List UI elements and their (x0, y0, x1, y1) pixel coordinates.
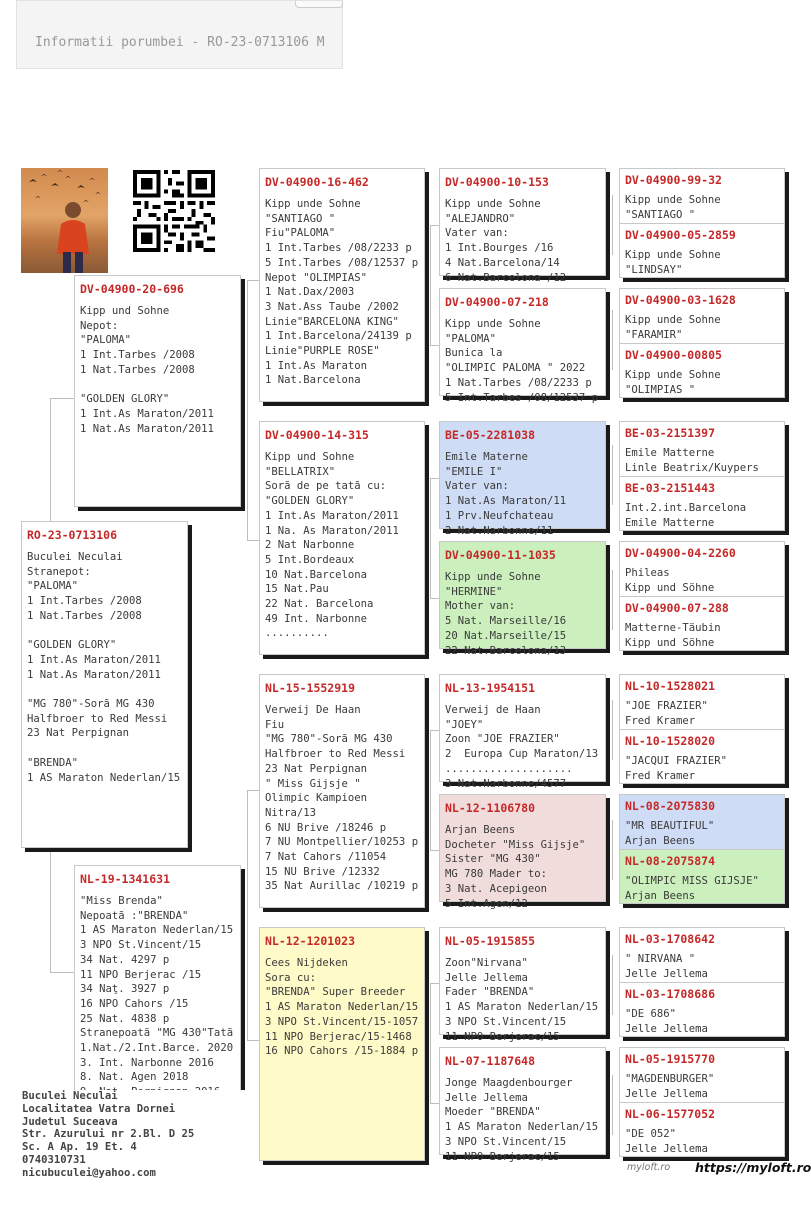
info-line: Linie"PURPLE ROSE" (265, 345, 380, 358)
owner-contact (22, 1090, 252, 1180)
info-line: Fader "BRENDA" (445, 986, 535, 999)
info-line: Moeder "BRENDA" (445, 1106, 541, 1119)
info-line: 1 Int.As Maraton/2011 (80, 407, 214, 420)
info-line: "OLIMPIAS " (625, 383, 696, 396)
info-line: "MAGDENBURGER" (625, 1073, 715, 1085)
info-line: Jonge Maagdenbourger (445, 1077, 573, 1089)
info-line: Stranepoatã "MG 430"Tatã (80, 1027, 234, 1040)
info-line: "DE 052" (625, 1128, 677, 1140)
info-line: Verweij De Haan (265, 704, 361, 716)
ring-number: DV-04900-07-288 (625, 601, 729, 615)
ring-number: DV-04900-14-315 (265, 428, 369, 442)
info-line: "ALEJANDRO" (445, 212, 516, 225)
ring-number: NL-03-1708642 (625, 932, 716, 946)
info-line: Kipp und Sohne (80, 305, 170, 317)
info-line: Sorã de pe tatã cu: (265, 480, 387, 493)
info-line: Buculei Neculai (27, 551, 123, 563)
info-line: Kipp unde Sohne (265, 198, 361, 210)
info-line: Kipp unde Sohne (625, 194, 721, 206)
pedigree-card-gen4[interactable] (619, 476, 785, 531)
info-line: 1 Int.Tarbes /2008 (27, 595, 142, 608)
pedigree-pair (619, 927, 785, 1037)
pedigree-card-gen3[interactable] (439, 674, 606, 790)
ring-number: NL-05-1915770 (625, 1052, 716, 1066)
info-line: 3 NPO St.Vincent/15-1057 (265, 1015, 419, 1028)
page-header (16, 0, 343, 69)
info-line: 1 Int.Tarbes /2008 (80, 349, 195, 362)
pedigree-card-gen4[interactable] (619, 168, 785, 224)
info-line: 7 Nat Cahors /11054 (265, 851, 387, 864)
info-line: Arjan Beens (445, 824, 516, 836)
info-line: Zoon "JOE FRAZIER" (445, 733, 560, 746)
ring-number: NL-19-1341631 (80, 872, 171, 886)
pedigree-card-gen3[interactable] (439, 288, 606, 404)
info-line: 1 Na. As Maraton/2011 (265, 524, 399, 537)
ring-number: NL-03-1708686 (625, 987, 716, 1001)
info-line: Kipp unde Sohne (625, 314, 721, 326)
info-line: 3 NPO St.Vincent/15 (445, 1015, 567, 1028)
ring-number: NL-10-1528021 (625, 679, 716, 693)
info-line: Olimpic Kampioen (265, 792, 368, 805)
info-line: 11 NPO Berjerac/15-1468 (265, 1030, 412, 1043)
info-line: 5 Int.Tarbes /08/12537 p (265, 256, 419, 269)
pedigree-card-gen2[interactable] (259, 421, 425, 655)
info-line: 4 Nat.Barcelona/14 (445, 256, 560, 269)
info-line: "SANTIAGO " (265, 212, 336, 225)
info-line: Buculei Neculai (22, 1090, 118, 1102)
info-line: 1 AS Maraton Nederlan/15 (445, 1121, 599, 1134)
info-line: 1 Prv.Neufchateau (445, 509, 554, 522)
info-line: "JOEY" (445, 718, 484, 731)
info-line: Int.2.int.Barcelona (625, 502, 747, 514)
pedigree-pair (619, 794, 785, 904)
info-line: Vater van: (445, 227, 509, 240)
info-line: Matterne-Täubin (625, 622, 721, 634)
ring-number: BE-03-2151443 (625, 481, 716, 495)
ring-number: DV-04900-16-462 (265, 175, 369, 189)
pedigree-card-gen4[interactable] (619, 982, 785, 1037)
brand-logo: myloft.ro (627, 1162, 671, 1173)
info-line: "MG 780"-Sorã MG 430 (27, 698, 155, 711)
info-line: 1 Int.As Maraton (265, 359, 368, 372)
ring-number: BE-03-2151397 (625, 426, 716, 440)
pedigree-card-gen4[interactable] (619, 1102, 785, 1157)
ring-number: NL-05-1915855 (445, 934, 536, 948)
info-line: Docheter "Miss Gijsje" (445, 838, 586, 851)
info-line: .......... (265, 627, 329, 640)
info-line: Kipp unde Sohne (445, 198, 541, 210)
pedigree-card-gen4[interactable] (619, 674, 785, 730)
info-line: Fiu"PALOMA" (265, 227, 336, 240)
info-line: Kipp unde Sohne (445, 318, 541, 330)
info-line: 25 Nat. 4838 p (80, 1012, 170, 1025)
info-line: Emile Materne (445, 451, 528, 463)
info-line: Kipp unde Sohne (445, 571, 541, 583)
info-line: 16 NPO Cahors /15-1884 p (265, 1045, 419, 1058)
info-line: "GOLDEN GLORY" (265, 495, 355, 508)
info-line: 1 Int.Tarbes /08/2233 p (265, 242, 412, 255)
info-line: 1 Int.Bourges /16 (445, 242, 554, 255)
info-line: Zoon"Nirvana" (445, 957, 528, 969)
info-line: Emile Matterne (625, 516, 715, 529)
info-line (27, 624, 187, 639)
ring-number: BE-05-2281038 (445, 428, 536, 442)
info-line: 16 NPO Cahors /15 (80, 997, 189, 1010)
pedigree-card-gen4[interactable] (619, 1047, 785, 1103)
info-line: 23 Nat Perpignan (265, 762, 368, 775)
info-line: Sister "MG 430" (445, 853, 541, 866)
info-line: Nepot "OLIMPIAS" (265, 271, 368, 284)
info-line: 1 Int.Barcelona/24139 p (265, 330, 412, 343)
info-line: 34 Nat. 4297 p (80, 953, 170, 966)
info-line: 11 NPO Berjerac/15 (445, 1150, 560, 1163)
info-line: "MR BEAUTIFUL" (625, 820, 715, 832)
pedigree-pair (619, 168, 785, 278)
info-line: Jelle Jellema (625, 1022, 708, 1035)
info-line: 3 Nat. Acepigeon (445, 882, 548, 895)
info-line: Stranepot: (27, 565, 91, 578)
info-line: 0740310731 (22, 1153, 86, 1166)
info-line: 15 Nat.Pau (265, 583, 329, 596)
ring-number: RO-23-0713106 (27, 528, 118, 542)
info-line: 20 Nat.Marseille/15 (445, 629, 567, 642)
ring-number: NL-08-2075874 (625, 854, 716, 868)
pedigree-card-gen4[interactable] (619, 596, 785, 651)
header-tab-button[interactable] (295, 1, 343, 8)
info-line: Emile Matterne (625, 447, 715, 459)
ring-number: DV-04900-07-218 (445, 295, 549, 309)
ring-number: DV-04900-05-2859 (625, 228, 736, 242)
qr-code (133, 170, 215, 252)
info-line (27, 682, 187, 697)
info-line: 1 Nat.As Maraton/11 (445, 495, 567, 508)
info-line: "PALOMA" (80, 334, 132, 347)
info-line: 3 NPO St.Vincent/15 (445, 1135, 567, 1148)
info-line: Sora cu: (265, 971, 317, 984)
info-line: "MG 780"-Sorã MG 430 (265, 733, 393, 746)
info-line: Halfbroer to Red Messi (27, 712, 168, 725)
pedigree-card-gen2[interactable] (259, 927, 425, 1161)
pedigree-card-gen4[interactable] (619, 421, 785, 477)
pedigree-card-subject[interactable] (21, 521, 188, 848)
info-line: 5 Int.Tarbes /08/12537 p (445, 391, 599, 404)
info-line: Localitatea Vatra Dornei (22, 1102, 176, 1115)
owner-photo (21, 168, 108, 273)
info-line: 1 Nat.Tarbes /2008 (27, 609, 142, 622)
info-line: Judetul Suceava (22, 1115, 118, 1128)
info-line: 2 Nat Narbonne (265, 539, 355, 552)
info-line: 1 AS Maraton Nederlan/15 (27, 771, 181, 784)
info-line: "OLIMPIC MISS GIJSJE" (625, 875, 759, 887)
info-line: 5 Nat. Marseille/16 (445, 615, 567, 628)
info-line: Arjan Beens (625, 834, 696, 847)
pedigree-card-gen3[interactable] (439, 421, 606, 537)
info-line: "PALOMA" (445, 332, 497, 345)
info-line: Vater van: (445, 480, 509, 493)
info-line: 11 NPO Berjerac/15 (445, 1030, 560, 1043)
info-line: Jelle Jellema (625, 1087, 708, 1100)
info-line: 1 Int.As Maraton/2011 (27, 653, 161, 666)
ring-number: DV-04900-99-32 (625, 173, 722, 187)
info-line: Fred Kramer (625, 714, 696, 727)
info-line: "JOE FRAZIER" (625, 700, 708, 712)
pedigree-card-gen4[interactable] (619, 927, 785, 983)
info-line: "LINDSAY" (625, 263, 683, 276)
info-line: "JACQUI FRAZIER" (625, 755, 728, 767)
pedigree-card-dam[interactable] (74, 865, 241, 1095)
info-line: 1 Nat.As Maraton/2011 (27, 668, 161, 681)
info-line: 1 Nat.Tarbes /08/2233 p (445, 376, 592, 389)
info-line: Bunica la (445, 347, 503, 360)
info-line: Nepot: (80, 319, 119, 332)
info-line: 6 NU Brive /18246 p (265, 821, 387, 834)
info-line: " NIRVANA " (625, 953, 696, 965)
pedigree-card-gen2[interactable] (259, 674, 425, 908)
info-line: Cees Nijdeken (265, 957, 348, 969)
info-line: Jelle Jellema (625, 967, 708, 980)
info-line: 23 Nat Perpignan (27, 727, 130, 740)
info-line: MG 780 Mader to: (445, 868, 548, 881)
pedigree-card-gen2[interactable] (259, 168, 425, 402)
info-line: 3 Nat.Narbonne/4577 (445, 777, 567, 790)
info-line: Verweij de Haan (445, 704, 541, 716)
info-line: 2 Nat.Narbonne/11 (445, 524, 554, 537)
pedigree-card-gen3[interactable] (439, 794, 606, 910)
pedigree-pair (619, 541, 785, 651)
page-title: Informatii porumbei - RO-23-0713106 M (35, 35, 325, 50)
ring-number: DV-04900-04-2260 (625, 546, 736, 560)
pedigree-card-gen4[interactable] (619, 223, 785, 278)
info-line: 49 Int. Narbonne (265, 612, 368, 625)
info-line: 6 Nat.Barcelona /12 (445, 271, 567, 284)
info-line: 1 AS Maraton Nederlan/15 (265, 1001, 419, 1014)
pedigree-card-gen4[interactable] (619, 729, 785, 784)
info-line: 1 Nat.Dax/2003 (265, 286, 355, 299)
pedigree-pair (619, 1047, 785, 1157)
info-line (27, 741, 187, 756)
info-line: Jelle Jellema (445, 1091, 528, 1104)
pedigree-card-gen4[interactable] (619, 343, 785, 398)
info-line: 10 Nat.Barcelona (265, 568, 368, 581)
info-line: 1.Nat./2.Int.Barce. 2020 (80, 1042, 234, 1055)
website-link[interactable]: https://myloft.ro (695, 1160, 811, 1175)
pedigree-pair (619, 421, 785, 531)
info-line: Mother van: (445, 600, 516, 613)
info-line: 1 Nat.Tarbes /2008 (80, 363, 195, 376)
info-line: .................... (445, 762, 573, 775)
info-line: 15 NU Brive /12332 (265, 865, 380, 878)
info-line: 22 Nat.Barcelona/13 (445, 644, 567, 657)
ring-number: NL-08-2075830 (625, 799, 716, 813)
info-line: 1 Int.As Maraton/2011 (265, 509, 399, 522)
pedigree-card-gen3[interactable] (439, 1047, 606, 1163)
ring-number: NL-06-1577052 (625, 1107, 716, 1121)
info-line: "BELLATRIX" (265, 465, 336, 478)
info-line: 35 Nat Aurillac /10219 p (265, 880, 419, 893)
info-line: "SANTIAGO " (625, 208, 696, 221)
info-line: 3 NPO St.Vincent/15 (80, 939, 202, 952)
info-line: "DE 686" (625, 1008, 677, 1020)
pedigree-card-gen3[interactable] (439, 541, 606, 657)
info-line: nicubuculei@yahoo.com (22, 1166, 156, 1179)
info-line: Kipp unde Sohne (625, 369, 721, 381)
ring-number: DV-04900-00805 (625, 348, 722, 362)
pedigree-card-gen3[interactable] (439, 927, 606, 1043)
info-line: "FARAMIR" (625, 328, 683, 341)
info-line: 8. Nat. Agen 2018 (80, 1071, 189, 1084)
ring-number: DV-04900-20-696 (80, 282, 184, 296)
info-line: " Miss Gijsje " (265, 777, 361, 790)
info-line: "BRENDA" (27, 756, 79, 769)
info-line: "GOLDEN GLORY" (27, 639, 117, 652)
info-line: Kipp und Söhne (625, 581, 715, 594)
pedigree-card-gen4[interactable] (619, 794, 785, 850)
info-line: "OLIMPIC PALOMA " 2022 (445, 362, 586, 375)
info-line: Linle Beatrix/Kuypers (625, 461, 759, 474)
pedigree-card-gen3[interactable] (439, 168, 606, 284)
pedigree-pair (619, 288, 785, 398)
info-line: 1 AS Maraton Nederlan/15 (445, 1001, 599, 1014)
ring-number: DV-04900-10-153 (445, 175, 549, 189)
info-line: 5 Int.Agen/12 (445, 897, 528, 910)
info-line: Kipp und Söhne (625, 636, 715, 649)
info-line: Sc. A Ap. 19 Et. 4 (22, 1141, 137, 1154)
ring-number: NL-10-1528020 (625, 734, 716, 748)
info-line: "Miss Brenda" (80, 895, 163, 907)
info-line: Arjan Beens (625, 889, 696, 902)
pedigree-card-sire[interactable] (74, 275, 241, 507)
ring-number: DV-04900-03-1628 (625, 293, 736, 307)
pedigree-card-gen4[interactable] (619, 288, 785, 344)
info-line: "GOLDEN GLORY" (80, 393, 170, 406)
info-line: 2 Europa Cup Maraton/13 (445, 748, 599, 761)
info-line: Jelle Jellema (445, 971, 528, 984)
info-line: Halfbroer to Red Messi (265, 748, 406, 761)
info-line: Phileas (625, 567, 670, 579)
info-line: 3. Int. Narbonne 2016 (80, 1056, 214, 1069)
info-line: 11 NPO Berjerac /15 (80, 968, 202, 981)
pedigree-card-gen4[interactable] (619, 541, 785, 597)
info-line: 1 Nat.Barcelona (265, 374, 361, 387)
ring-number: NL-13-1954151 (445, 681, 536, 695)
ring-number: NL-15-1552919 (265, 681, 356, 695)
info-line: 1 Nat.As Maraton/2011 (80, 422, 214, 435)
ring-number: NL-12-1201023 (265, 934, 356, 948)
info-line: "HERMINE" (445, 585, 503, 598)
info-line: 1 AS Maraton Nederlan/15 (80, 924, 234, 937)
ring-number: DV-04900-11-1035 (445, 548, 556, 562)
info-line: Fred Kramer (625, 769, 696, 782)
info-line: Str. Azurului nr 2.Bl. D 25 (22, 1128, 195, 1141)
info-line: Kipp und Sohne (265, 451, 355, 463)
info-line: Fiu (265, 718, 285, 731)
info-line: 5 Int.Bordeaux (265, 553, 355, 566)
info-line: "BRENDA" Super Breeder (265, 986, 406, 999)
info-line: Jelle Jellema (625, 1142, 708, 1155)
info-line (80, 378, 240, 393)
info-line: 3 Nat.Ass Taube /2002 (265, 300, 399, 313)
info-line: 22 Nat. Barcelona (265, 598, 374, 611)
info-line: "PALOMA" (27, 580, 79, 593)
ring-number: NL-12-1106780 (445, 801, 536, 815)
info-line: "EMILE I" (445, 465, 503, 478)
info-line: 7 NU Montpellier/10253 p (265, 836, 419, 849)
info-line: Nitra/13 (265, 806, 317, 819)
info-line: Linie"BARCELONA KING" (265, 315, 399, 328)
pedigree-pair (619, 674, 785, 784)
info-line: 34 Naţ. 3927 p (80, 983, 170, 996)
info-line: Kipp unde Sohne (625, 249, 721, 261)
ring-number: NL-07-1187648 (445, 1054, 536, 1068)
pedigree-card-gen4[interactable] (619, 849, 785, 904)
info-line: Nepoatã :"BRENDA" (80, 909, 189, 922)
